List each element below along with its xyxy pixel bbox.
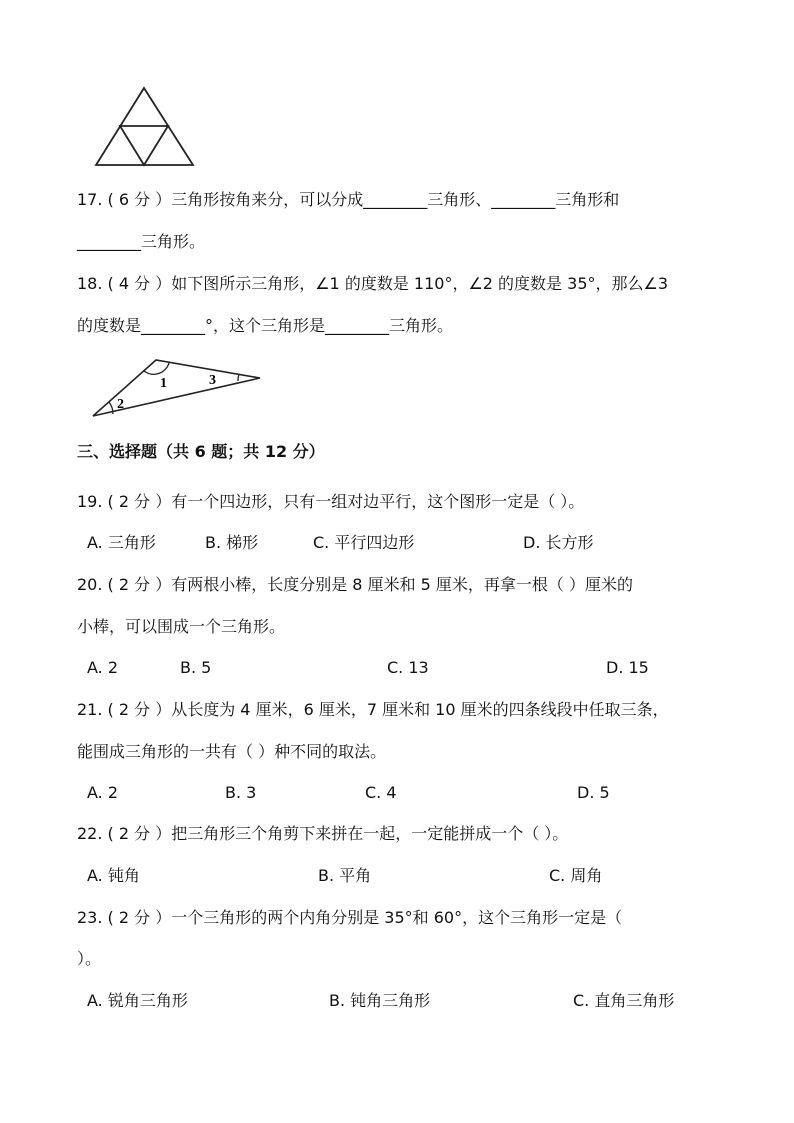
q23-option-b[interactable]: B. 钝角三角形 bbox=[329, 991, 431, 1010]
q20-option-c[interactable]: C. 13 bbox=[387, 658, 429, 677]
question-23-line1: 23. ( 2 分 ）一个三角形的两个内角分别是 35°和 60°，这个三角形一定是（ bbox=[77, 908, 623, 927]
q21-option-c[interactable]: C. 4 bbox=[365, 783, 397, 802]
q22-option-a[interactable]: A. 钝角 bbox=[87, 866, 140, 885]
q23-option-a[interactable]: A. 锐角三角形 bbox=[87, 991, 188, 1010]
angle-label-2: 2 bbox=[117, 397, 124, 412]
q20-option-b[interactable]: B. 5 bbox=[180, 658, 212, 677]
question-17-line2: ________三角形。 bbox=[77, 232, 206, 251]
q20-option-a[interactable]: A. 2 bbox=[87, 658, 119, 677]
question-17-line1: 17. ( 6 分 ）三角形按角来分，可以分成________三角形、________三角形和 bbox=[77, 190, 620, 209]
question-23-line2: ）。 bbox=[77, 949, 102, 968]
q19-option-d[interactable]: D. 长方形 bbox=[523, 533, 594, 552]
question-21-line1: 21. ( 2 分 ）从长度为 4 厘米，6 厘米，7 厘米和 10 厘米的四条线段中任取三条， bbox=[77, 700, 669, 719]
question-22: 22. ( 2 分 ）把三角形三个角剪下来拼在一起，一定能拼成一个（ ）。 bbox=[77, 824, 569, 843]
q19-option-c[interactable]: C. 平行四边形 bbox=[313, 533, 415, 552]
q21-option-b[interactable]: B. 3 bbox=[225, 783, 257, 802]
angle-label-3: 3 bbox=[209, 373, 216, 388]
q21-option-d[interactable]: D. 5 bbox=[577, 783, 610, 802]
obtuse-triangle-figure bbox=[88, 354, 268, 420]
q19-option-a[interactable]: A. 三角形 bbox=[87, 533, 156, 552]
question-20-line2: 小棒，可以围成一个三角形。 bbox=[77, 617, 286, 636]
subdivided-triangle-figure bbox=[92, 86, 196, 168]
q22-option-b[interactable]: B. 平角 bbox=[318, 866, 372, 885]
question-20-line1: 20. ( 2 分 ）有两根小棒，长度分别是 8 厘米和 5 厘米，再拿一根（ ）厘米的 bbox=[77, 575, 634, 594]
angle-label-1: 1 bbox=[160, 376, 167, 391]
q22-option-c[interactable]: C. 周角 bbox=[549, 866, 603, 885]
question-21-line2: 能围成三角形的一共有（ ）种不同的取法。 bbox=[77, 742, 387, 761]
question-18-line2: 的度数是________°，这个三角形是________三角形。 bbox=[77, 316, 454, 335]
q19-option-b[interactable]: B. 梯形 bbox=[205, 533, 259, 552]
q21-option-a[interactable]: A. 2 bbox=[87, 783, 119, 802]
question-19: 19. ( 2 分 ）有一个四边形，只有一组对边平行，这个图形一定是（ ）。 bbox=[77, 492, 585, 511]
q20-option-d[interactable]: D. 15 bbox=[606, 658, 649, 677]
section-heading: 三、选择题（共 6 题；共 12 分） bbox=[77, 442, 325, 461]
question-18-line1: 18. ( 4 分 ）如下图所示三角形，∠1 的度数是 110°，∠2 的度数是 35°，那么∠3 bbox=[77, 274, 669, 293]
q23-option-c[interactable]: C. 直角三角形 bbox=[573, 991, 675, 1010]
